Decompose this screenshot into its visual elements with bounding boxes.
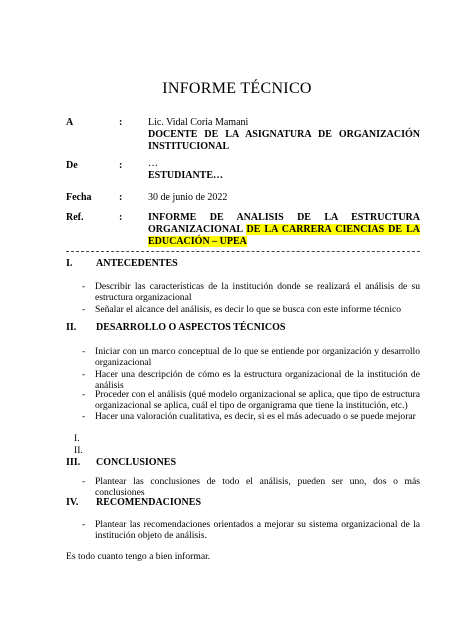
list-item-text: Hacer una valoración cualitativa, es decir, si es el más adecuado o se puede mejorar [95, 411, 416, 422]
section-number: III. [66, 457, 81, 468]
section-title: DESARROLLO O ASPECTOS TÉCNICOS [96, 322, 286, 333]
date-value: 30 de junio de 2022 [148, 192, 228, 203]
bullet-dash: - [82, 411, 86, 422]
list-item-text: Hacer una descripción de cómo es la estructura organizacional de la institución de análisis [95, 369, 420, 391]
document-title: INFORME TÉCNICO [162, 80, 312, 97]
section-title: CONCLUSIONES [96, 457, 177, 468]
bullet-dash: - [82, 369, 86, 380]
ref-colon: : [119, 212, 123, 223]
date-colon: : [119, 192, 123, 203]
bullet-dash: - [82, 304, 86, 315]
to-colon: : [119, 117, 123, 128]
ref-text [148, 212, 420, 248]
date-label: Fecha [66, 192, 92, 203]
list-item [82, 304, 420, 315]
list-item [82, 281, 420, 303]
from-colon: : [119, 160, 123, 171]
list-item [82, 519, 420, 541]
bullet-dash: - [82, 389, 86, 400]
list-item-text: Iniciar con un marco conceptual de lo que se entiende por organización y desarrollo organizacional [95, 346, 420, 368]
from-name: … [148, 158, 158, 169]
ref-label: Ref. [66, 212, 84, 223]
list-item-text: Señalar el alcance del análisis, es decir lo que se busca con este informe técnico [95, 304, 402, 315]
stray-numeral: II. [74, 445, 83, 456]
to-label: A [66, 117, 74, 128]
stray-numeral: I. [74, 433, 80, 444]
from-role: ESTUDIANTE… [148, 170, 224, 181]
from-label: De [66, 160, 78, 171]
header-separator [66, 251, 420, 252]
section-number: I. [66, 258, 73, 269]
ref-text-highlight: DE LA CARRERA CIENCIAS DE LA EDUCACIÓN – UPEA [148, 224, 420, 247]
list-item-text: Proceder con el análisis (qué modelo organizacional se aplica, que tipo de estructura organizacional se aplica, cuál el tipo de organigrama que tiene la institución, etc.) [95, 389, 420, 411]
section-title: RECOMENDACIONES [96, 497, 202, 508]
to-role: DOCENTE DE LA ASIGNATURA DE ORGANIZACIÓN INSTITUCIONAL [148, 129, 420, 152]
bullet-dash: - [82, 281, 86, 292]
list-item [82, 346, 420, 368]
section-number: IV. [66, 497, 79, 508]
list-item-text: Plantear las conclusiones de todo el análisis, pueden ser uno, dos o más conclusiones [95, 476, 420, 498]
list-item-text: Describir las características de la institución donde se realizará el análisis de su estructura organizacional [95, 281, 420, 303]
ref-text-plain: INFORME DE ANALISIS DE LA ESTRUCTURA ORGANIZACIONAL [148, 212, 420, 235]
bullet-dash: - [82, 519, 86, 530]
list-item [82, 389, 420, 411]
bullet-dash: - [82, 476, 86, 487]
list-item [82, 369, 420, 391]
section-number: II. [66, 322, 77, 333]
list-item [82, 476, 420, 498]
bullet-dash: - [82, 346, 86, 357]
closing-line: Es todo cuanto tengo a bien informar. [66, 551, 211, 562]
list-item [82, 411, 420, 422]
list-item-text: Plantear las recomendaciones orientados a mejorar su sistema organizacional de la institución objeto de análisis. [95, 519, 420, 541]
section-title: ANTECEDENTES [96, 258, 178, 269]
to-name: Lic. Vidal Coria Mamani [148, 117, 249, 128]
